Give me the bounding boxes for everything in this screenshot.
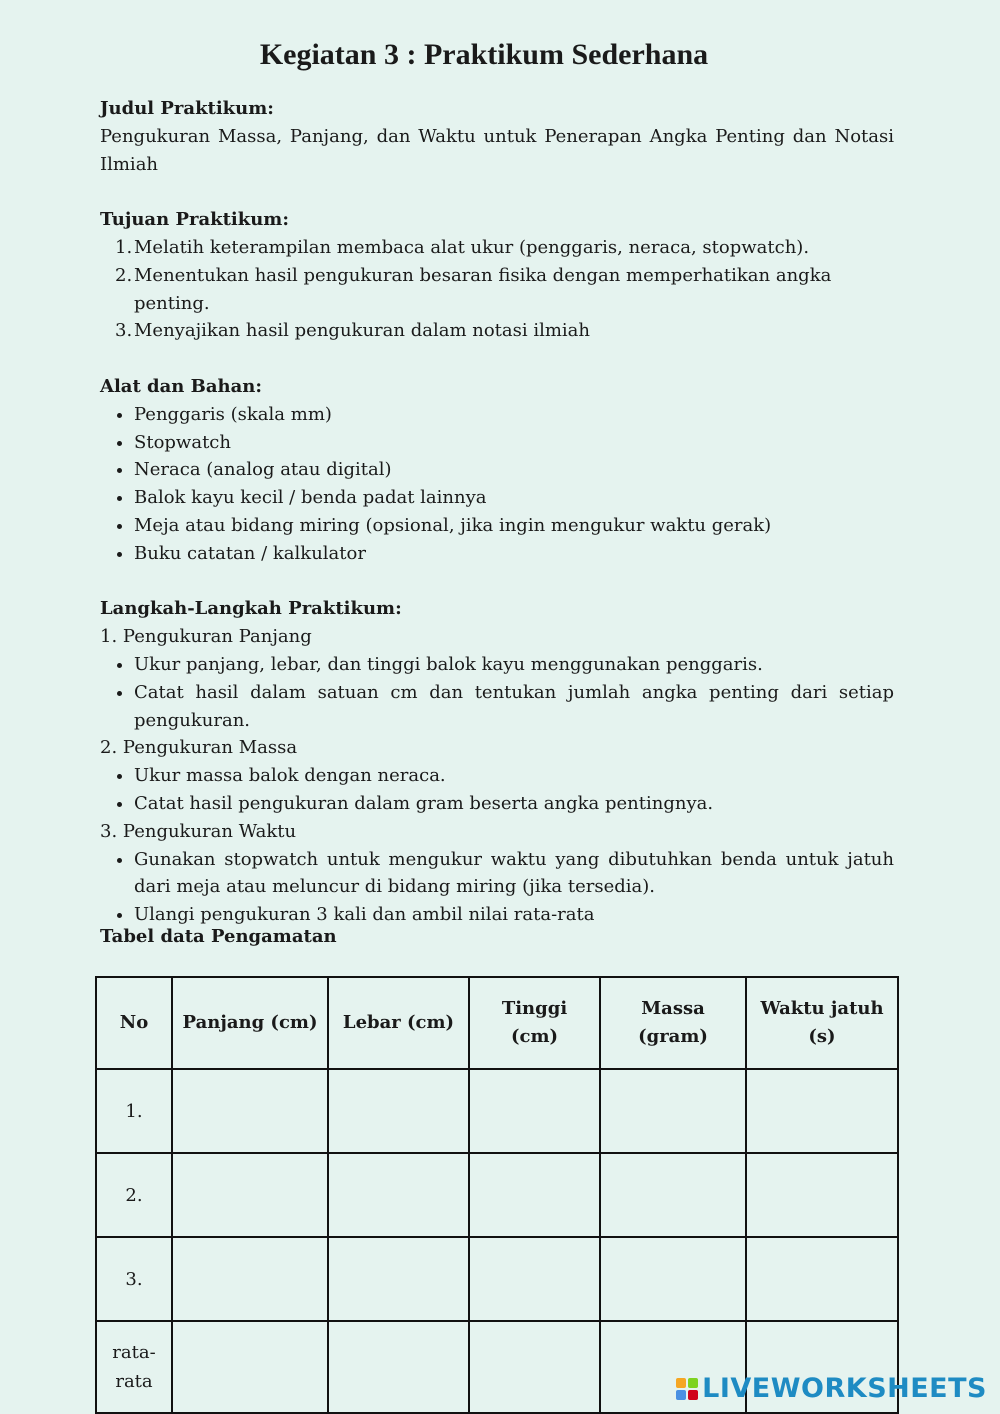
step-title: 2. Pengukuran Massa — [100, 737, 298, 759]
langkah-heading: Langkah-Langkah Praktikum: — [100, 598, 402, 620]
page-title: Kegiatan 3 : Praktikum Sederhana — [259, 38, 709, 71]
list-item: 1. Melatih keterampilan membaca alat ukur (penggaris, neraca, stopwatch). — [115, 236, 810, 258]
tujuan-list — [100, 234, 894, 345]
logo-square — [676, 1390, 686, 1400]
step-title: 1. Pengukuran Panjang — [100, 626, 312, 648]
logo-square — [688, 1390, 698, 1400]
alat-heading: Alat dan Bahan: — [100, 375, 263, 397]
alat-list — [100, 401, 894, 568]
table-row — [96, 1069, 898, 1153]
input-cell[interactable] — [328, 1237, 469, 1321]
logo-mark-icon — [676, 1378, 698, 1400]
input-cell[interactable] — [469, 1153, 600, 1237]
judul-heading: Judul Praktikum: — [100, 98, 274, 119]
input-cell[interactable] — [600, 1237, 746, 1321]
list-item: 3. Menyajikan hasil pengukuran dalam notasi ilmiah — [115, 320, 591, 342]
list-item: Gunakan stopwatch untuk mengukur waktu yang dibutuhkan benda untuk jatuh dari meja atau meluncur di bidang miring (jika tersedia). — [100, 846, 894, 902]
row-number: 3. — [96, 1237, 172, 1321]
list-item: 2. Menentukan hasil pengukuran besaran fisika dengan memperhatikan angka penting. — [115, 264, 832, 314]
input-cell[interactable] — [600, 1069, 746, 1153]
input-cell[interactable] — [746, 1153, 898, 1237]
step-list — [100, 651, 894, 734]
input-cell[interactable] — [172, 1069, 328, 1153]
list-item: Meja atau bidang miring (opsional, jika ingin mengukur waktu gerak) — [100, 512, 894, 540]
input-cell[interactable] — [746, 1069, 898, 1153]
input-cell[interactable] — [328, 1321, 469, 1413]
list-item: Balok kayu kecil / benda padat lainnya — [100, 484, 894, 512]
list-item: Buku catatan / kalkulator — [100, 540, 894, 568]
step-title: 3. Pengukuran Waktu — [100, 820, 297, 842]
input-cell[interactable] — [172, 1237, 328, 1321]
logo-square — [676, 1378, 686, 1388]
judul-text: Pengukuran Massa, Panjang, dan Waktu untuk Penerapan Angka Penting dan Notasi Ilmiah — [100, 125, 894, 175]
header-tinggi: Tinggi (cm) — [469, 977, 600, 1069]
list-item: Neraca (analog atau digital) — [100, 456, 894, 484]
input-cell[interactable] — [600, 1153, 746, 1237]
header-waktu: Waktu jatuh (s) — [746, 977, 898, 1069]
header-panjang: Panjang (cm) — [172, 977, 328, 1069]
input-cell[interactable] — [172, 1153, 328, 1237]
table-caption: Tabel data Pengamatan — [100, 926, 337, 947]
liveworksheets-logo[interactable] — [676, 1373, 987, 1404]
table-row — [96, 1237, 898, 1321]
table-row — [96, 1153, 898, 1237]
row-average-label: rata-rata — [96, 1321, 172, 1413]
table-header-row — [96, 977, 898, 1069]
header-no: No — [96, 977, 172, 1069]
list-item: Catat hasil dalam satuan cm dan tentukan jumlah angka penting dari setiap pengukuran. — [100, 679, 894, 735]
list-item: Catat hasil pengukuran dalam gram beserta angka pentingnya. — [100, 790, 894, 818]
input-cell[interactable] — [172, 1321, 328, 1413]
input-cell[interactable] — [469, 1069, 600, 1153]
list-item: Ulangi pengukuran 3 kali dan ambil nilai rata-rata — [100, 901, 894, 929]
list-item: Ukur massa balok dengan neraca. — [100, 762, 894, 790]
header-lebar: Lebar (cm) — [328, 977, 469, 1069]
document-body — [100, 95, 894, 929]
input-cell[interactable] — [746, 1237, 898, 1321]
tujuan-heading: Tujuan Praktikum: — [100, 209, 289, 231]
list-item: Penggaris (skala mm) — [100, 401, 894, 429]
step-list — [100, 846, 894, 929]
header-massa: Massa (gram) — [600, 977, 746, 1069]
input-cell[interactable] — [469, 1321, 600, 1413]
logo-text: LIVEWORKSHEETS — [702, 1373, 987, 1404]
logo-square — [688, 1378, 698, 1388]
row-number: 2. — [96, 1153, 172, 1237]
observation-table — [95, 976, 899, 1414]
step-list — [100, 762, 894, 818]
list-item: Ukur panjang, lebar, dan tinggi balok kayu menggunakan penggaris. — [100, 651, 894, 679]
input-cell[interactable] — [328, 1153, 469, 1237]
input-cell[interactable] — [328, 1069, 469, 1153]
row-number: 1. — [96, 1069, 172, 1153]
input-cell[interactable] — [469, 1237, 600, 1321]
list-item: Stopwatch — [100, 429, 894, 457]
